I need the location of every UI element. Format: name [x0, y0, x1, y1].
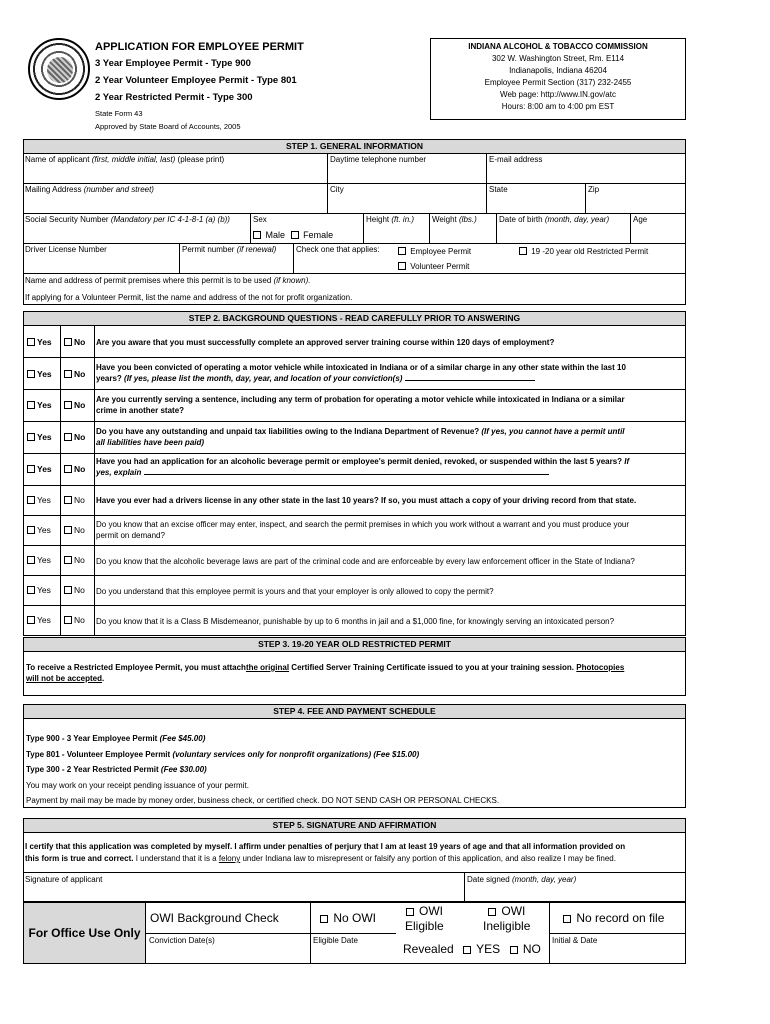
fee-type-900: Type 900 - 3 Year Employee Permit (Fee $45.00)	[26, 734, 206, 743]
fee-type-801: Type 801 - Volunteer Employee Permit (voluntary services only for nonprofit organizations) (Fee $15.00)	[26, 749, 420, 759]
agency-phone: Employee Permit Section (317) 232-2455	[484, 78, 632, 87]
q4-yes[interactable]: Yes	[27, 432, 52, 442]
office-use-title: For Office Use Only	[28, 926, 141, 940]
q5-no[interactable]: No	[64, 464, 85, 474]
email-field[interactable]: E-mail address	[489, 155, 543, 164]
office-use-label-cell	[23, 902, 146, 964]
question-3: Are you currently serving a sentence, including any term of probation for operating a motor vehicle while intoxicated in Indiana or a similar crime in another state?	[96, 395, 625, 415]
dob-field[interactable]: Date of birth (month, day, year)	[499, 215, 610, 224]
q1-no[interactable]: No	[64, 337, 85, 347]
mailing-address-field[interactable]: Mailing Address (number and street)	[25, 185, 154, 194]
q6-yes[interactable]: Yes	[27, 495, 51, 505]
premises-field[interactable]: Name and address of permit premises where this permit is to be used (if known).	[25, 276, 311, 285]
step3-section	[23, 651, 686, 696]
sex-options	[253, 230, 333, 240]
question-4: Do you have any outstanding and unpaid tax liabilities owing to the Indiana Department of Revenue? (If yes, you cannot have a permit until all liabilities have been paid)	[96, 427, 625, 447]
q7-yes[interactable]: Yes	[27, 525, 51, 535]
male-checkbox[interactable]	[253, 231, 261, 239]
fee-type-300: Type 300 - 2 Year Restricted Permit (Fee $30.00)	[26, 765, 207, 774]
type-300-title: 2 Year Restricted Permit - Type 300	[95, 92, 253, 103]
employee-permit-checkbox[interactable]	[398, 247, 406, 255]
revealed-row	[403, 942, 541, 956]
owi-background-check-label: OWI Background Check	[150, 911, 279, 925]
q4-no[interactable]: No	[64, 432, 85, 442]
agency-box	[430, 38, 686, 120]
affirmation-text: I certify that this application was completed by myself. I affirm under penalties of perjury that I am at least 19 years of age and that all information provided on this form is true and correct. I understand that it is a felony under Indiana law to misrepresent or falsify any portion of this application, and also realize I may be fined.	[25, 842, 626, 863]
q2-no[interactable]: No	[64, 369, 85, 379]
type-900-title: 3 Year Employee Permit - Type 900	[95, 58, 251, 69]
form-number: State Form 43	[95, 109, 143, 118]
q10-yes[interactable]: Yes	[27, 615, 51, 625]
step1-header: STEP 1. GENERAL INFORMATION	[23, 139, 686, 154]
no-owi-option[interactable]: No OWI	[320, 911, 376, 925]
eligible-date-field[interactable]: Eligible Date	[313, 936, 358, 945]
question-10: Do you know that it is a Class B Misdemeanor, punishable by up to 6 months in jail and a $1,000 fine, for knowingly serving an intoxicated person?	[96, 617, 615, 626]
volunteer-org-note: If applying for a Volunteer Permit, list the name and address of the not for profit organization.	[25, 293, 353, 302]
question-5: Have you had an application for an alcoholic beverage permit or employee's permit denied, revoked, or suspended within the last 5 years? If yes, explain	[96, 457, 630, 477]
female-checkbox[interactable]	[291, 231, 299, 239]
driver-license-field[interactable]: Driver License Number	[25, 245, 107, 254]
no-record-option[interactable]: No record on file	[563, 911, 664, 925]
step5-header: STEP 5. SIGNATURE AND AFFIRMATION	[23, 818, 686, 833]
age-field[interactable]: Age	[633, 215, 648, 224]
question-8: Do you know that the alcoholic beverage laws are part of the criminal code and are enforceable by every law enforcement officer in the State of Indiana?	[96, 557, 635, 566]
agency-hours: Hours: 8:00 am to 4:00 pm EST	[501, 102, 615, 111]
state-seal-icon	[28, 38, 90, 100]
q8-yes[interactable]: Yes	[27, 555, 51, 565]
agency-web: Web page: http://www.IN.gov/atc	[500, 90, 616, 99]
height-field[interactable]: Height (ft. in.)	[366, 215, 415, 224]
employee-permit-option[interactable]: Employee Permit	[398, 247, 471, 257]
restricted-permit-checkbox[interactable]	[519, 247, 527, 255]
form-title: APPLICATION FOR EMPLOYEE PERMIT	[95, 41, 304, 53]
step4-header: STEP 4. FEE AND PAYMENT SCHEDULE	[23, 704, 686, 719]
step4-section	[23, 718, 686, 808]
payment-note: Payment by mail may be made by money order, business check, or certified check. DO NOT SEND CASH OR PERSONAL CHECKS.	[26, 796, 500, 805]
date-signed-field[interactable]: Date signed (month, day, year)	[467, 875, 577, 884]
receipt-note: You may work on your receipt pending issuance of your permit.	[26, 780, 249, 790]
volunteer-permit-checkbox[interactable]	[398, 262, 406, 270]
signature-field[interactable]: Signature of applicant	[25, 875, 103, 884]
q3-no[interactable]: No	[64, 400, 85, 410]
question-6: Have you ever had a drivers license in any other state in the last 10 years? If so, you must attach a copy of your driving record from that state.	[96, 496, 637, 505]
initial-date-field[interactable]: Initial & Date	[552, 936, 598, 945]
q5-yes[interactable]: Yes	[27, 464, 52, 474]
question-7: Do you know that an excise officer may enter, inspect, and search the permit premises in which you work without a warrant and you must produce your permit on demand?	[96, 520, 630, 540]
agency-address1: 302 W. Washington Street, Rm. E114	[491, 54, 625, 63]
approval-note: Approved by State Board of Accounts, 2005	[95, 122, 241, 131]
q8-no[interactable]: No	[64, 555, 85, 565]
step3-text: To receive a Restricted Employee Permit, you must attachthe original Certified Server Training Certificate issued to you at your training session. Photocopies will not be accepted.	[26, 663, 625, 683]
q1-yes[interactable]: Yes	[27, 337, 52, 347]
step3-header: STEP 3. 19-20 YEAR OLD RESTRICTED PERMIT	[23, 637, 686, 652]
type-801-title: 2 Year Volunteer Employee Permit - Type 801	[95, 75, 297, 86]
phone-field[interactable]: Daytime telephone number	[330, 155, 427, 164]
state-field[interactable]: State	[489, 185, 508, 194]
q6-no[interactable]: No	[64, 495, 85, 505]
weight-field[interactable]: Weight (lbs.)	[432, 215, 477, 224]
applicant-name-field[interactable]: Name of applicant (first, middle initial, last) (please print)	[25, 155, 225, 164]
question-2: Have you been convicted of operating a motor vehicle while intoxicated in Indiana or of a similar charge in any other state within the last 10 years? (If yes, please list the month, day, year, and location of your conviction(s)	[96, 363, 626, 383]
sex-label: Sex	[253, 215, 267, 224]
owi-ineligible-option[interactable]: OWI Ineligible	[483, 904, 531, 933]
question-1: Are you aware that you must successfully complete an approved server training course within 120 days of employment?	[96, 338, 555, 347]
conviction-dates-field[interactable]: Conviction Date(s)	[149, 936, 215, 945]
permit-number-field[interactable]: Permit number (if renewal)	[182, 245, 277, 254]
zip-field[interactable]: Zip	[588, 185, 600, 194]
revealed-no-option[interactable]: NO	[510, 942, 541, 956]
step2-header: STEP 2. BACKGROUND QUESTIONS - READ CAREFULLY PRIOR TO ANSWERING	[23, 311, 686, 326]
check-one-label: Check one that applies:	[296, 245, 380, 254]
city-field[interactable]: City	[330, 185, 344, 194]
female-label: Female	[303, 230, 334, 240]
restricted-permit-option[interactable]: 19 -20 year old Restricted Permit	[519, 247, 648, 257]
male-label: Male	[265, 230, 286, 240]
question-9: Do you understand that this employee permit is yours and that your employer is only allowed to copy the permit?	[96, 587, 494, 596]
owi-eligible-option[interactable]: OWI Eligible	[405, 904, 444, 933]
volunteer-permit-option[interactable]: Volunteer Permit	[398, 262, 469, 272]
revealed-label: Revealed	[403, 942, 454, 956]
q10-no[interactable]: No	[64, 615, 85, 625]
q2-yes[interactable]: Yes	[27, 369, 52, 379]
ssn-field[interactable]: Social Security Number (Mandatory per IC 4-1-8-1 (a) (b))	[25, 215, 230, 224]
q9-yes[interactable]: Yes	[27, 585, 51, 595]
revealed-yes-option[interactable]: YES	[463, 942, 500, 956]
agency-name: INDIANA ALCOHOL & TOBACCO COMMISSION	[468, 42, 648, 51]
q3-yes[interactable]: Yes	[27, 400, 52, 410]
q9-no[interactable]: No	[64, 585, 85, 595]
agency-address2: Indianapolis, Indiana 46204	[509, 66, 607, 75]
q7-no[interactable]: No	[64, 525, 85, 535]
